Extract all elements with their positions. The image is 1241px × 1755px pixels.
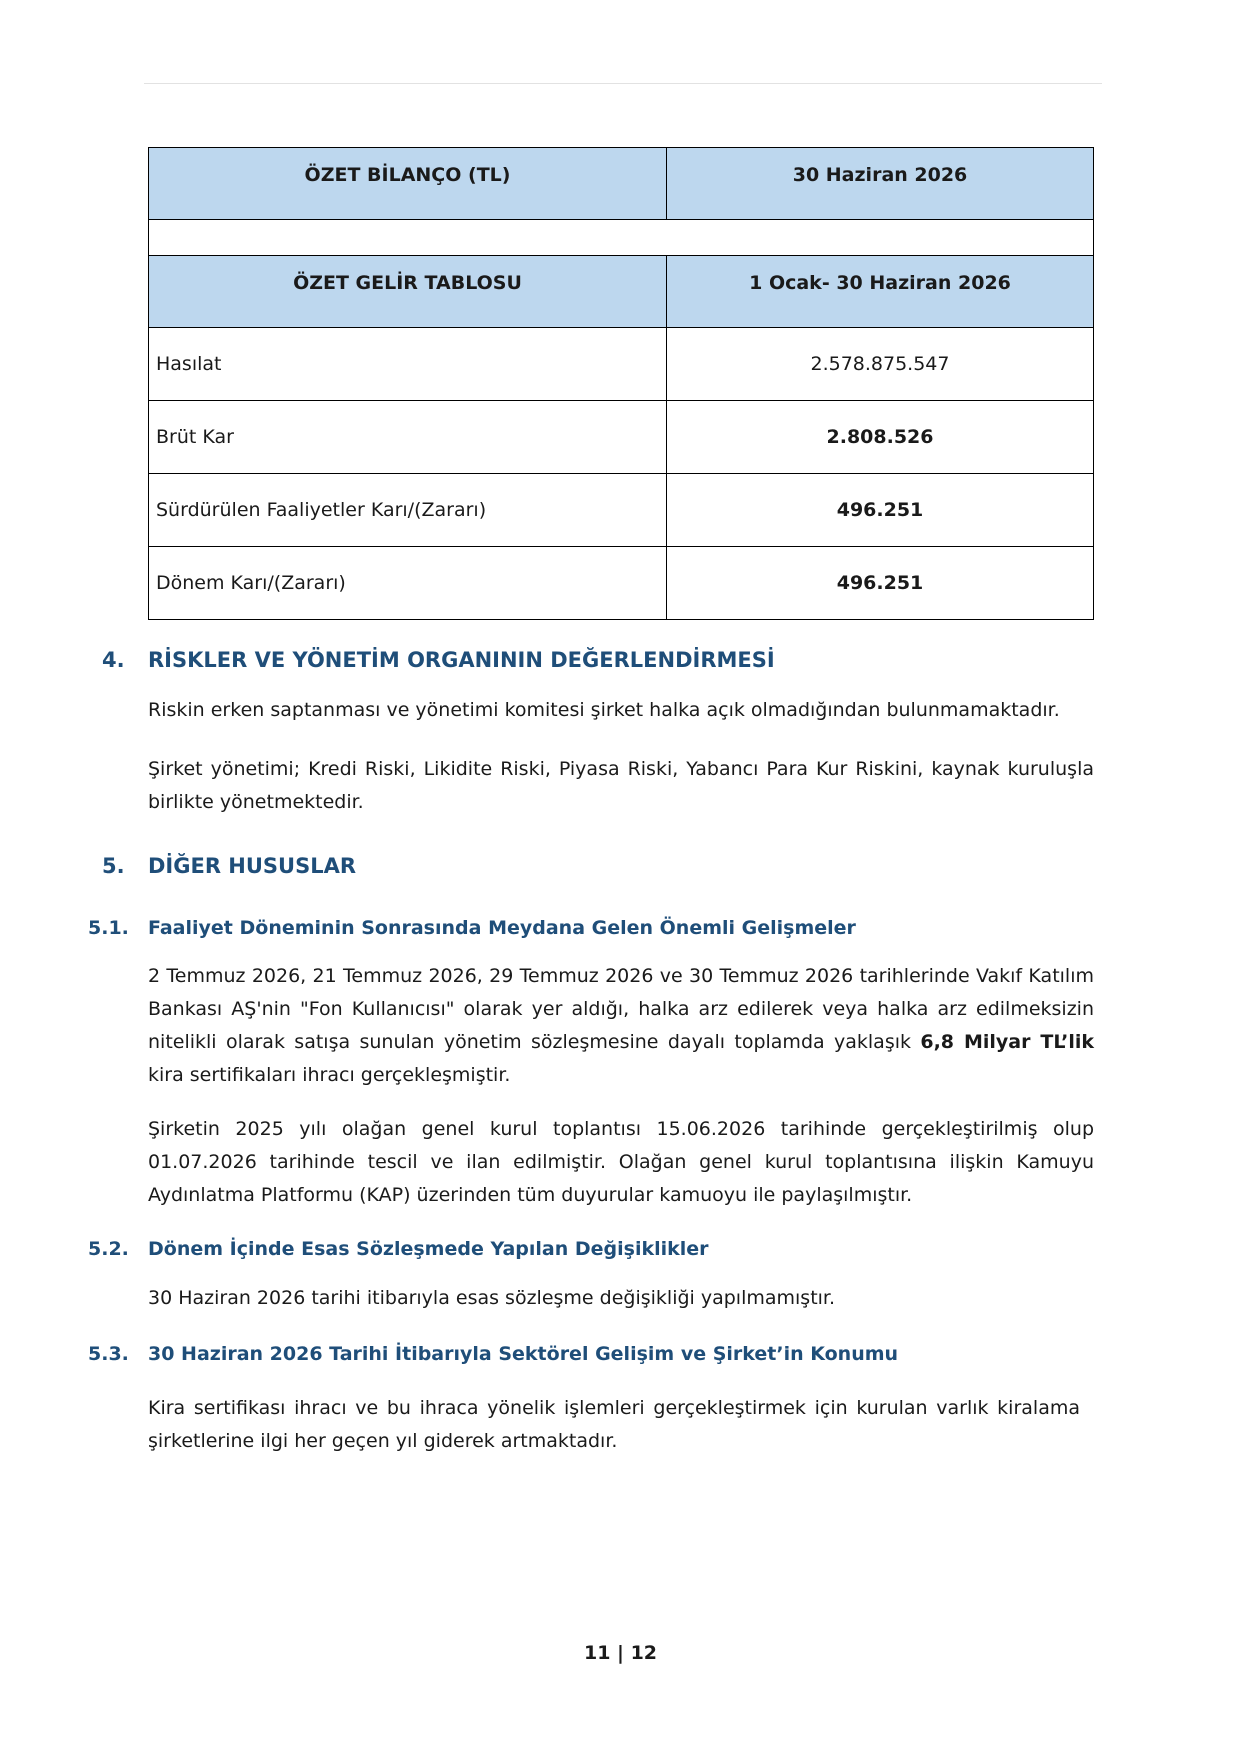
subsection-5-3-title: 30 Haziran 2026 Tarihi İtibarıyla Sektörel Gelişim ve Şirket’in Konumu — [148, 1343, 899, 1365]
header-balance-label: ÖZET BİLANÇO (TL) — [149, 148, 667, 220]
table-header-income — [149, 256, 1094, 328]
row-label: Dönem Karı/(Zararı) — [149, 547, 667, 620]
header-income-date: 1 Ocak- 30 Haziran 2026 — [667, 256, 1094, 328]
row-value: 2.808.526 — [667, 401, 1094, 474]
paragraph — [148, 960, 1094, 1092]
section-title: RİSKLER VE YÖNETİM ORGANININ DEĞERLENDİRMESİ — [148, 648, 775, 672]
subsection-5-1-title: Faaliyet Döneminin Sonrasında Meydana Gelen Önemli Gelişmeler — [148, 917, 856, 939]
top-rule — [144, 83, 1102, 84]
paragraph: Şirket yönetimi; Kredi Riski, Likidite Riski, Piyasa Riski, Yabancı Para Kur Riskini, kaynak kuruluşla birlikte yönetmektedir. — [148, 758, 1094, 813]
row-value: 496.251 — [667, 547, 1094, 620]
table-row — [149, 401, 1094, 474]
subsection-5-3-number: 5.3. — [88, 1343, 129, 1365]
header-balance-date: 30 Haziran 2026 — [667, 148, 1094, 220]
paragraph-emphasis: 6,8 Milyar TL’lik — [920, 1031, 1094, 1053]
paragraph: Şirketin 2025 yılı olağan genel kurul toplantısı 15.06.2026 tarihinde gerçekleştirilmiş olup 01.07.2026 tarihinde tescil ve ilan edilmiştir. Olağan genel kurul toplantısına ilişkin Kamuyu Aydınlatma Platformu (KAP) üzerinden tüm duyurular kamuoyu ile paylaşılmıştır. — [148, 1118, 1094, 1206]
subsection-5-1-number: 5.1. — [88, 917, 129, 939]
financial-summary-table — [148, 147, 1094, 620]
page-number: 11 | 12 — [583, 1642, 658, 1664]
row-label: Sürdürülen Faaliyetler Karı/(Zararı) — [149, 474, 667, 547]
paragraph-text: 2 Temmuz 2026, 21 Temmuz 2026, 29 Temmuz 2026 ve 30 Temmuz 2026 tarihlerinde Vakıf Katılım Bankası AŞ'nin "Fon Kullanıcısı" olarak yer aldığı, halka arz edilerek veya halka arz edilmeksizin nitelikli olarak satışa sunulan yönetim sözleşmesine dayalı toplamda yaklaşık — [148, 965, 1094, 1053]
row-label: Brüt Kar — [149, 401, 667, 474]
paragraph-text: kira sertifikaları ihracı gerçekleşmiştir. — [148, 1064, 511, 1086]
table-row — [149, 328, 1094, 401]
paragraph: Kira sertifikası ihracı ve bu ihraca yönelik işlemleri gerçekleştirmek için kurulan varlık kiralama şirketlerine ilgi her geçen yıl giderek artmaktadır. — [148, 1397, 1080, 1452]
section-number: 4. — [102, 648, 125, 672]
table-row — [149, 547, 1094, 620]
section-number: 5. — [102, 854, 125, 878]
row-value: 496.251 — [667, 474, 1094, 547]
subsection-5-2-number: 5.2. — [88, 1238, 129, 1260]
paragraph: 30 Haziran 2026 tarihi itibarıyla esas sözleşme değişikliği yapılmamıştır. — [148, 1287, 836, 1309]
header-income-label: ÖZET GELİR TABLOSU — [149, 256, 667, 328]
table-spacer-row — [149, 220, 1094, 256]
subsection-5-2-title: Dönem İçinde Esas Sözleşmede Yapılan Değişiklikler — [148, 1238, 709, 1260]
section-title: DİĞER HUSUSLAR — [148, 854, 357, 878]
table-row — [149, 474, 1094, 547]
row-label: Hasılat — [149, 328, 667, 401]
paragraph: Riskin erken saptanması ve yönetimi komitesi şirket halka açık olmadığından bulunmamaktadır. — [148, 699, 1060, 721]
row-value: 2.578.875.547 — [667, 328, 1094, 401]
table-header-balance — [149, 148, 1094, 220]
